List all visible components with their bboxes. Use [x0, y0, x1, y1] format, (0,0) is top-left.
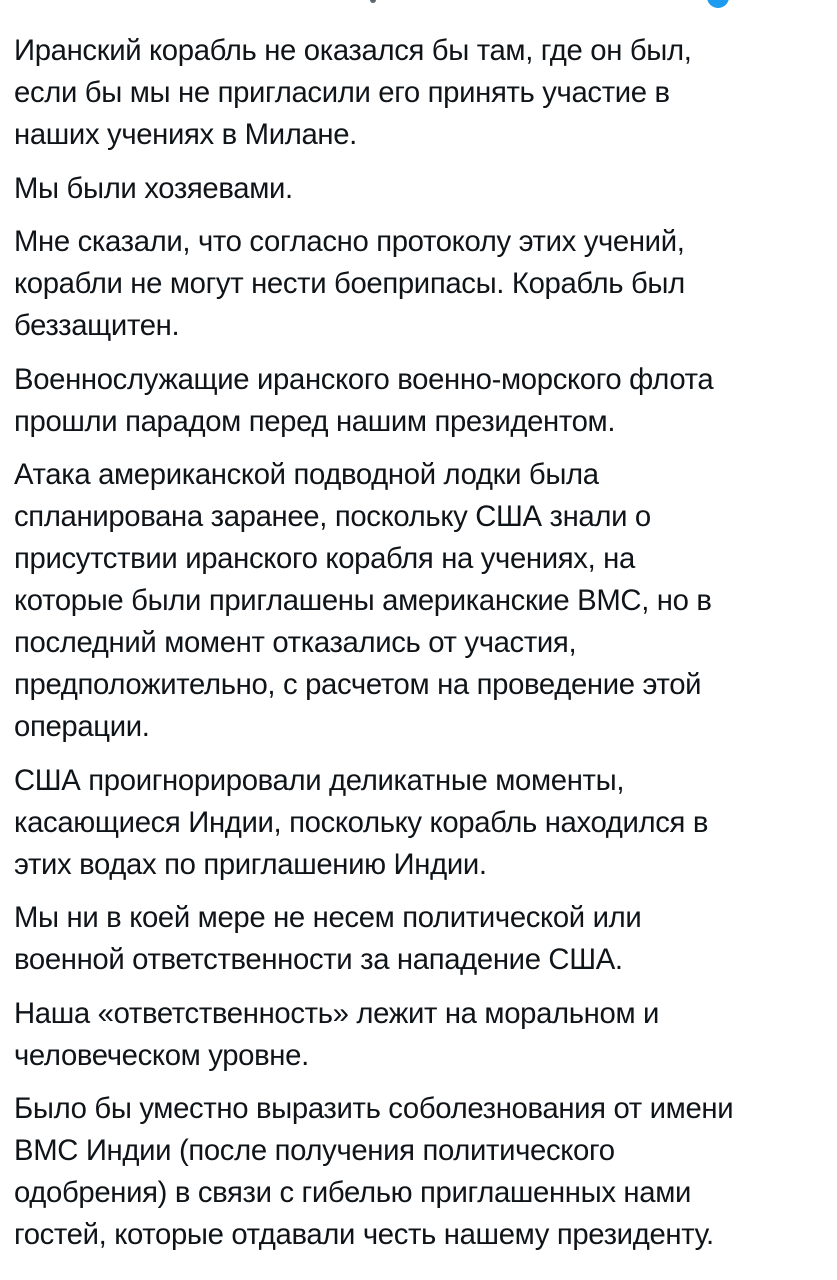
post-paragraph-6: США проигнорировали деликатные моменты, касающиеся Индии, поскольку корабль находился в этих водах по приглашению Индии. [14, 763, 709, 881]
post-paragraph-3: Мне сказали, что согласно протоколу этих учений, корабли не могут нести боеприпасы. Корабль был беззащитен. [14, 225, 685, 342]
separator-dot-icon [370, 0, 376, 3]
post-paragraph-8: Наша «ответственность» лежит на моральном и человеческом уровне. [14, 996, 660, 1072]
post-paragraph-7: Мы ни в коей мере не несем политической или военной ответственности за нападение США. [14, 901, 642, 976]
verified-badge-icon [707, 0, 729, 8]
post-paragraph-1: Иранский корабль не оказался бы там, где он был, если бы мы не пригласили его принять участие в наших учениях в Милане. [14, 34, 692, 151]
post-text [14, 30, 824, 1268]
post-paragraph-5: Атака американской подводной лодки была спланирована заранее, поскольку США знали о присутствии иранского корабля на учениях, на которые были приглашены американские ВМС, но в последний момент отказались от участия, предположительно, с расчетом на проведение этой операции. [14, 458, 712, 743]
post-paragraph-2: Мы были хозяевами. [14, 171, 293, 205]
post-header-cropped [0, 0, 837, 14]
post-paragraph-4: Военнослужащие иранского военно-морского флота прошли парадом перед нашим президентом. [14, 362, 714, 438]
post-paragraph-9: Было бы уместно выразить соболезнования от имени ВМС Индии (после получения политического одобрения) в связи с гибелью приглашенных нами гостей, которые отдавали честь нашему президенту. [14, 1092, 734, 1251]
